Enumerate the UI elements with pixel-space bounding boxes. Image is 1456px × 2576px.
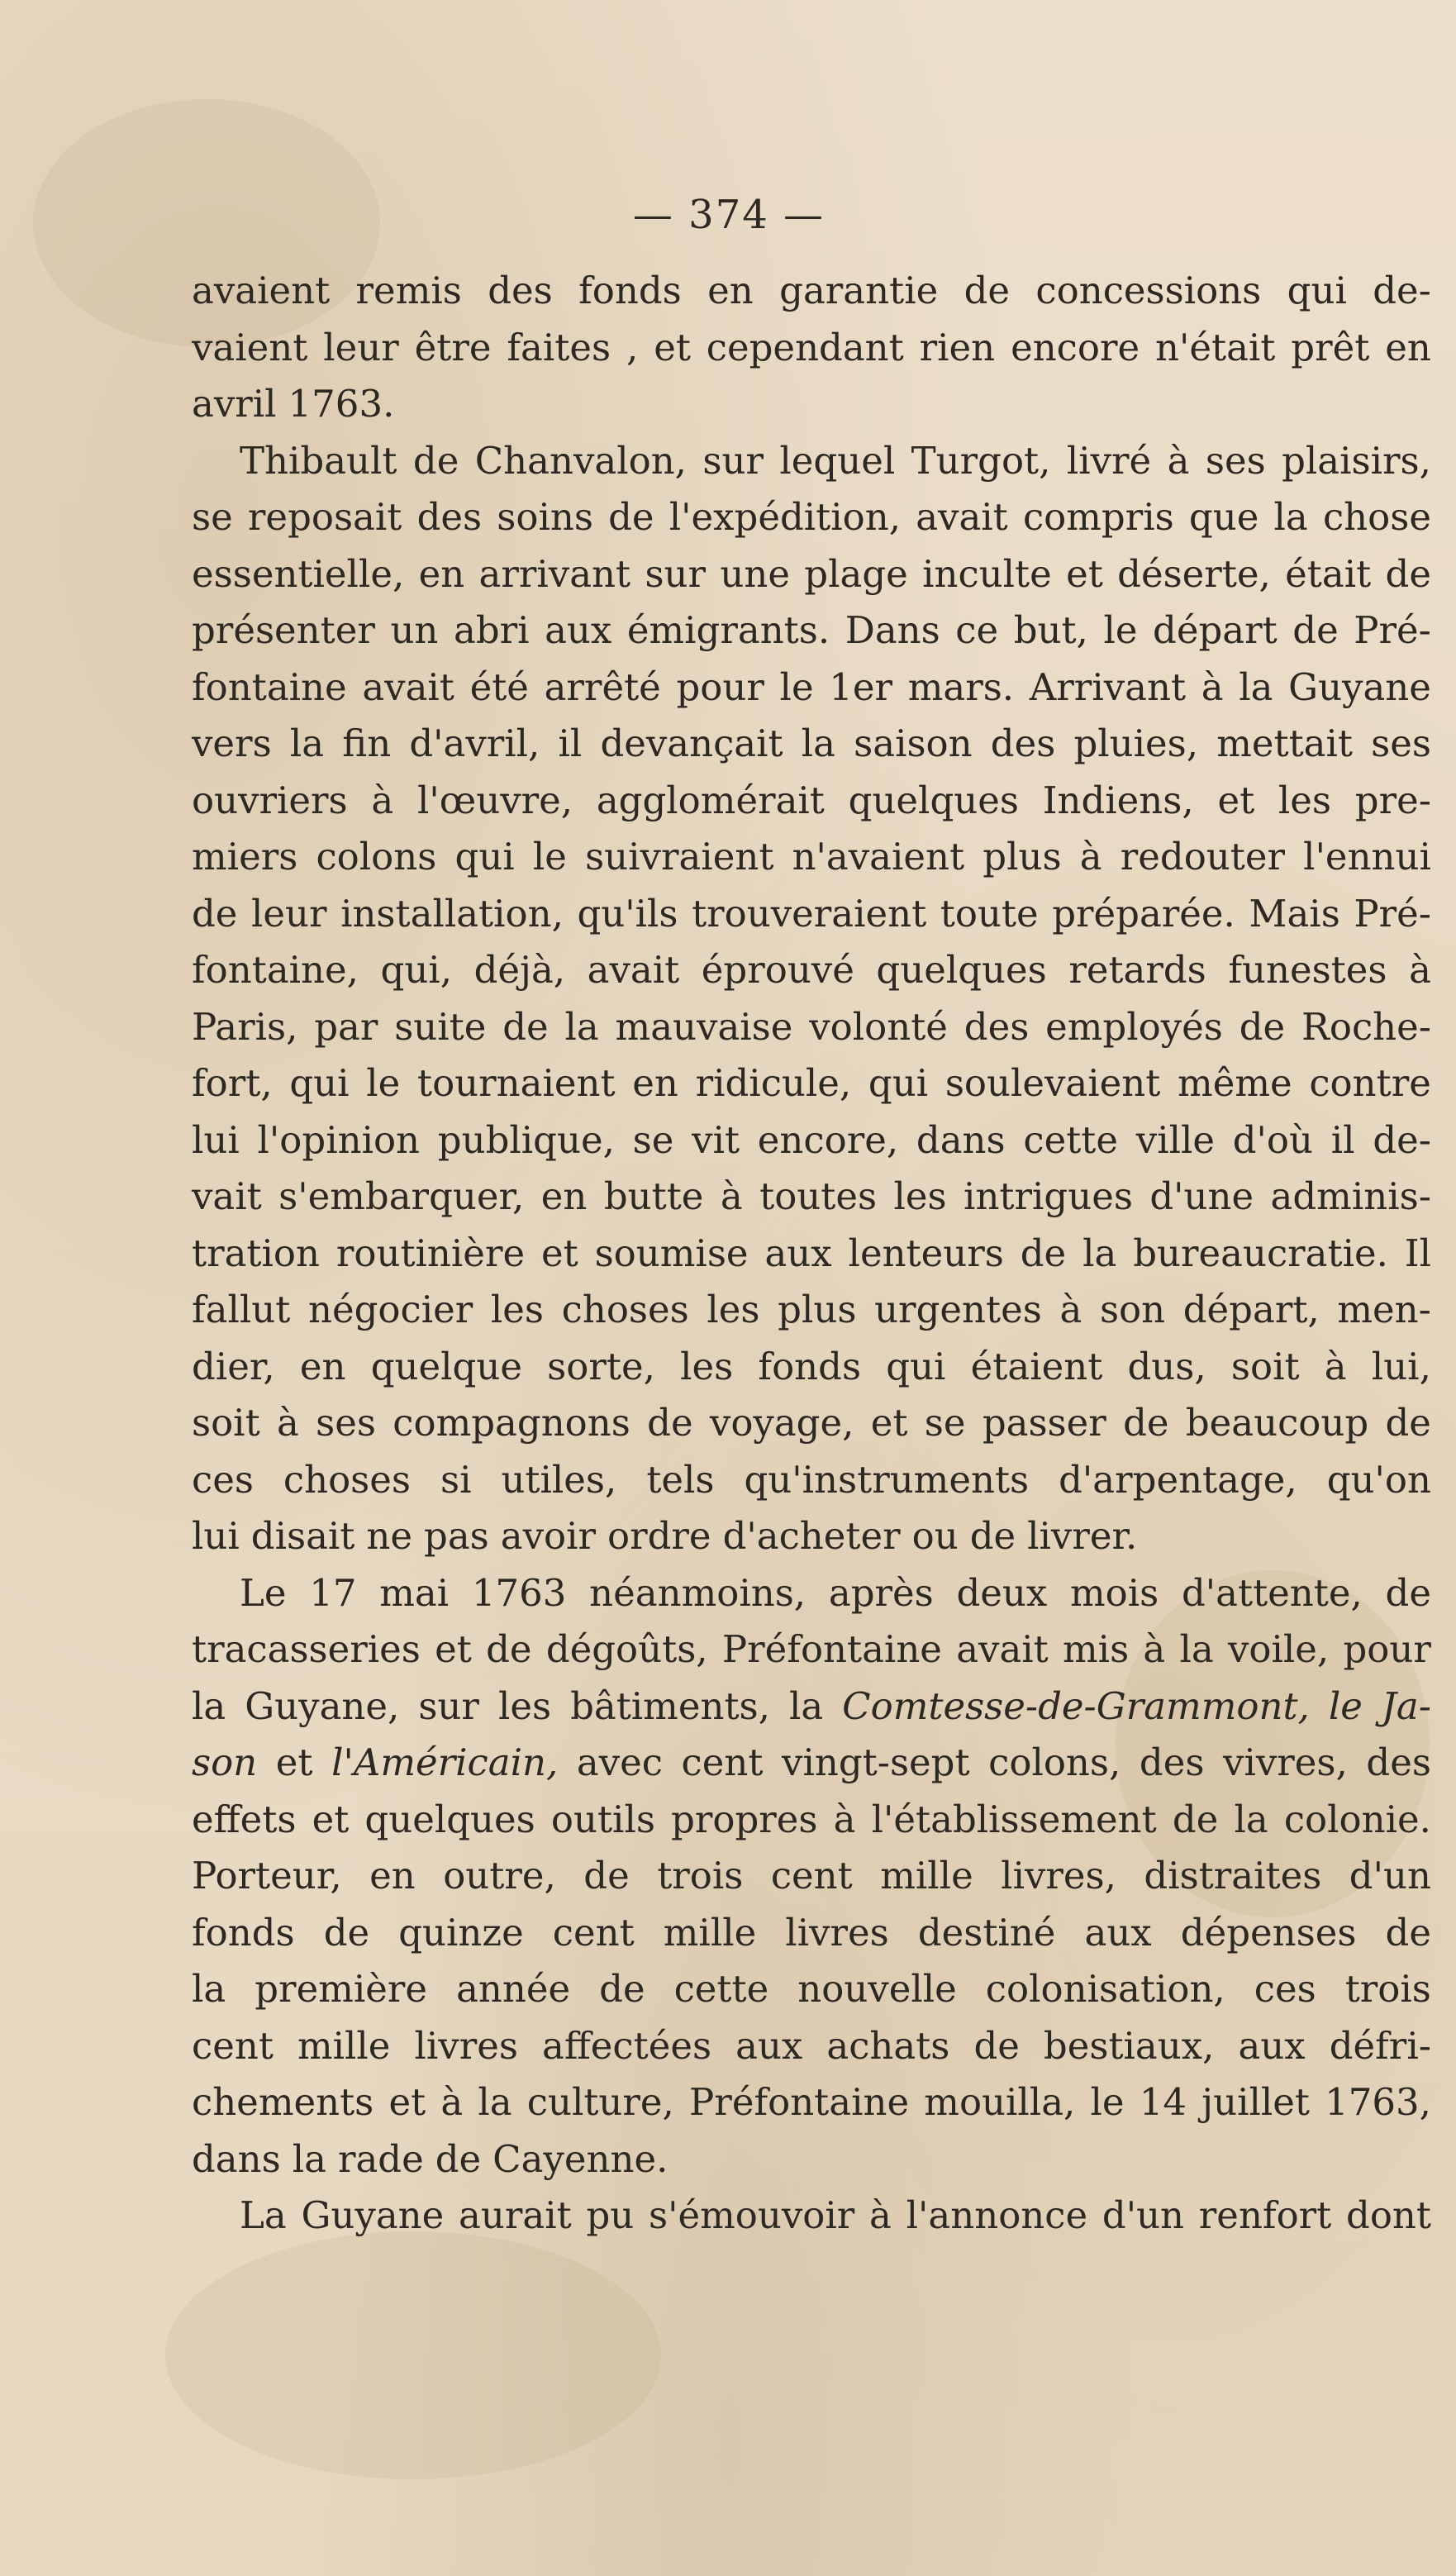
text-line: son et l'Américain, avec cent vingt-sept colons, des vivres, des	[192, 1740, 1431, 1784]
text-line: La Guyane aurait pu s'émouvoir à l'annonce d'un renfort dont	[240, 2193, 1431, 2237]
text-line: soit à ses compagnons de voyage, et se passer de beaucoup de	[192, 1401, 1431, 1445]
text-line: effets et quelques outils propres à l'établissement de la colonie.	[192, 1797, 1431, 1841]
text-line: fontaine avait été arrêté pour le 1er mars. Arrivant à la Guyane	[192, 664, 1431, 709]
body-text	[192, 263, 1431, 2245]
text-line: de leur installation, qu'ils trouveraient toute préparée. Mais Pré-	[192, 891, 1431, 936]
page-number: — 374 —	[632, 192, 826, 238]
text-line: ces choses si utiles, tels qu'instruments d'arpentage, qu'on	[192, 1457, 1431, 1502]
text-line: dans la rade de Cayenne.	[192, 2136, 669, 2181]
text-line: fort, qui le tournaient en ridicule, qui soulevaient même contre	[192, 1061, 1431, 1105]
text-line: présenter un abri aux émigrants. Dans ce but, le départ de Pré-	[192, 608, 1431, 652]
text-line: la Guyane, sur les bâtiments, la Comtesse-de-Grammont, le Ja-	[192, 1683, 1431, 1728]
text-line: Thibault de Chanvalon, sur lequel Turgot, livré à ses plaisirs,	[240, 438, 1431, 483]
text-line: ouvriers à l'œuvre, agglomérait quelques Indiens, et les pre-	[192, 778, 1431, 822]
text-line: tration routinière et soumise aux lenteurs de la bureaucratie. Il	[192, 1231, 1431, 1275]
text-line: lui l'opinion publique, se vit encore, dans cette ville d'où il de-	[192, 1117, 1431, 1162]
text-line: dier, en quelque sorte, les fonds qui étaient dus, soit à lui,	[192, 1344, 1431, 1388]
text-line: lui disait ne pas avoir ordre d'acheter ou de livrer.	[192, 1514, 1138, 1558]
text-line: fallut négocier les choses les plus urgentes à son départ, men-	[192, 1288, 1431, 1331]
text-line: se reposait des soins de l'expédition, avait compris que la chose	[192, 495, 1431, 539]
text-line: vers la fin d'avril, il devançait la saison des pluies, mettait ses	[192, 721, 1431, 765]
text-line: avril 1763.	[192, 382, 395, 426]
text-line: vait s'embarquer, en butte à toutes les intrigues d'une adminis-	[192, 1174, 1431, 1218]
text-line: fontaine, qui, déjà, avait éprouvé quelques retards funestes à	[192, 948, 1431, 992]
text-line: fonds de quinze cent mille livres destiné aux dépenses de	[192, 1910, 1431, 1955]
text-line: Porteur, en outre, de trois cent mille livres, distraites d'un	[192, 1854, 1431, 1897]
text-line: chements et à la culture, Préfontaine mouilla, le 14 juillet 1763,	[192, 2080, 1431, 2124]
text-line: Paris, par suite de la mauvaise volonté des employés de Roche-	[192, 1004, 1431, 1049]
text-line: avaient remis des fonds en garantie de concessions qui de-	[192, 269, 1431, 312]
text-line: essentielle, en arrivant sur une plage inculte et déserte, était de	[192, 551, 1431, 596]
text-line: vaient leur être faites , et cependant rien encore n'était prêt en	[192, 325, 1431, 369]
text-line: miers colons qui le suivraient n'avaient plus à redouter l'ennui	[192, 835, 1431, 879]
text-line: Le 17 mai 1763 néanmoins, après deux mois d'attente, de	[240, 1570, 1431, 1615]
book-page	[192, 0, 1431, 2576]
text-line: la première année de cette nouvelle colonisation, ces trois	[192, 1967, 1431, 2011]
text-line: cent mille livres affectées aux achats de bestiaux, aux défri-	[192, 2023, 1431, 2068]
text-line: tracasseries et de dégoûts, Préfontaine avait mis à la voile, pour	[192, 1627, 1431, 1671]
